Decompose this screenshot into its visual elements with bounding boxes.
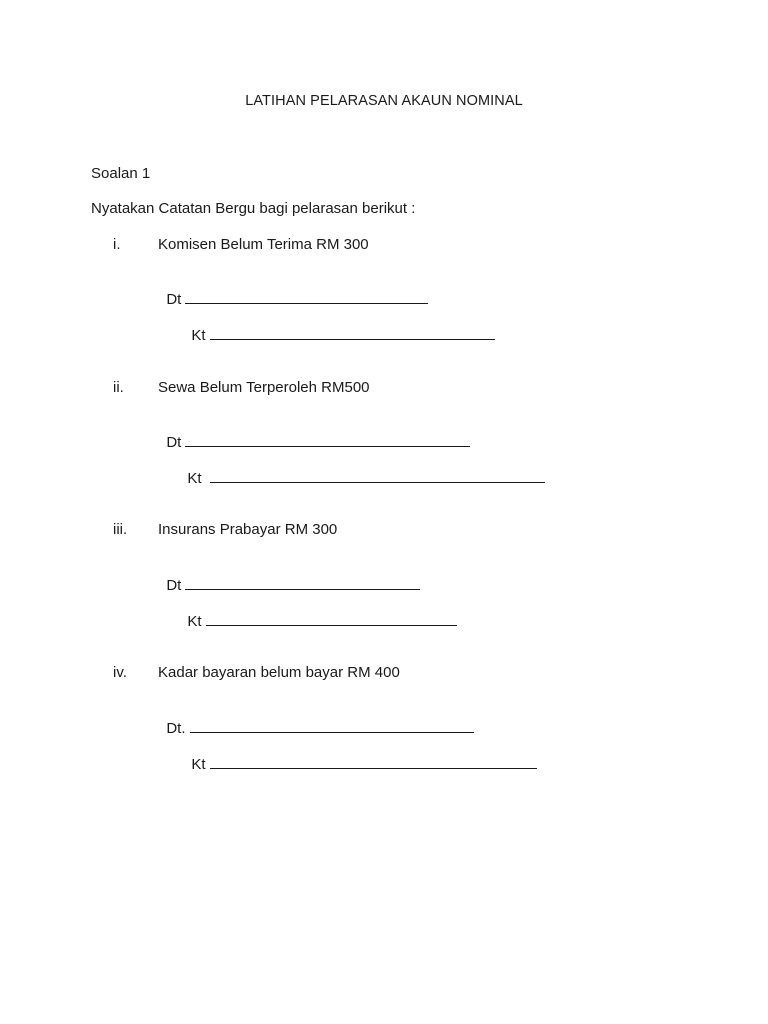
credit-label: Kt bbox=[187, 613, 202, 630]
credit-label: Kt bbox=[191, 756, 206, 773]
credit-entry bbox=[183, 307, 495, 345]
debit-label: Dt bbox=[166, 434, 182, 451]
page-title: LATIHAN PELARASAN AKAUN NOMINAL bbox=[245, 93, 523, 109]
credit-entry bbox=[183, 736, 537, 774]
debit-label: Dt bbox=[166, 291, 182, 308]
item-number: iii. bbox=[113, 521, 128, 538]
item-text: Insurans Prabayar RM 300 bbox=[158, 521, 338, 538]
item-number: iv. bbox=[113, 664, 127, 681]
debit-entry bbox=[158, 271, 428, 309]
instruction-text: Nyatakan Catatan Bergu bagi pelarasan berikut : bbox=[91, 200, 416, 217]
debit-entry bbox=[158, 700, 474, 738]
debit-entry bbox=[158, 414, 470, 452]
debit-answer-line[interactable] bbox=[185, 289, 428, 304]
item-number: ii. bbox=[113, 379, 124, 396]
item-text: Komisen Belum Terima RM 300 bbox=[158, 236, 369, 253]
credit-label: Kt bbox=[187, 470, 202, 487]
item-text: Kadar bayaran belum bayar RM 400 bbox=[158, 664, 400, 681]
credit-answer-line[interactable] bbox=[210, 325, 495, 340]
debit-answer-line[interactable] bbox=[185, 432, 470, 447]
credit-answer-line[interactable] bbox=[206, 611, 457, 626]
credit-entry bbox=[179, 450, 545, 488]
credit-entry bbox=[179, 593, 457, 631]
debit-answer-line[interactable] bbox=[190, 718, 474, 733]
credit-label: Kt bbox=[191, 327, 206, 344]
debit-label: Dt. bbox=[166, 720, 186, 737]
credit-answer-line[interactable] bbox=[210, 468, 545, 483]
debit-answer-line[interactable] bbox=[185, 575, 420, 590]
question-label: Soalan 1 bbox=[91, 165, 151, 182]
debit-label: Dt bbox=[166, 577, 182, 594]
credit-answer-line[interactable] bbox=[210, 754, 537, 769]
item-text: Sewa Belum Terperoleh RM500 bbox=[158, 379, 370, 396]
debit-entry bbox=[158, 557, 420, 595]
item-number: i. bbox=[113, 236, 121, 253]
